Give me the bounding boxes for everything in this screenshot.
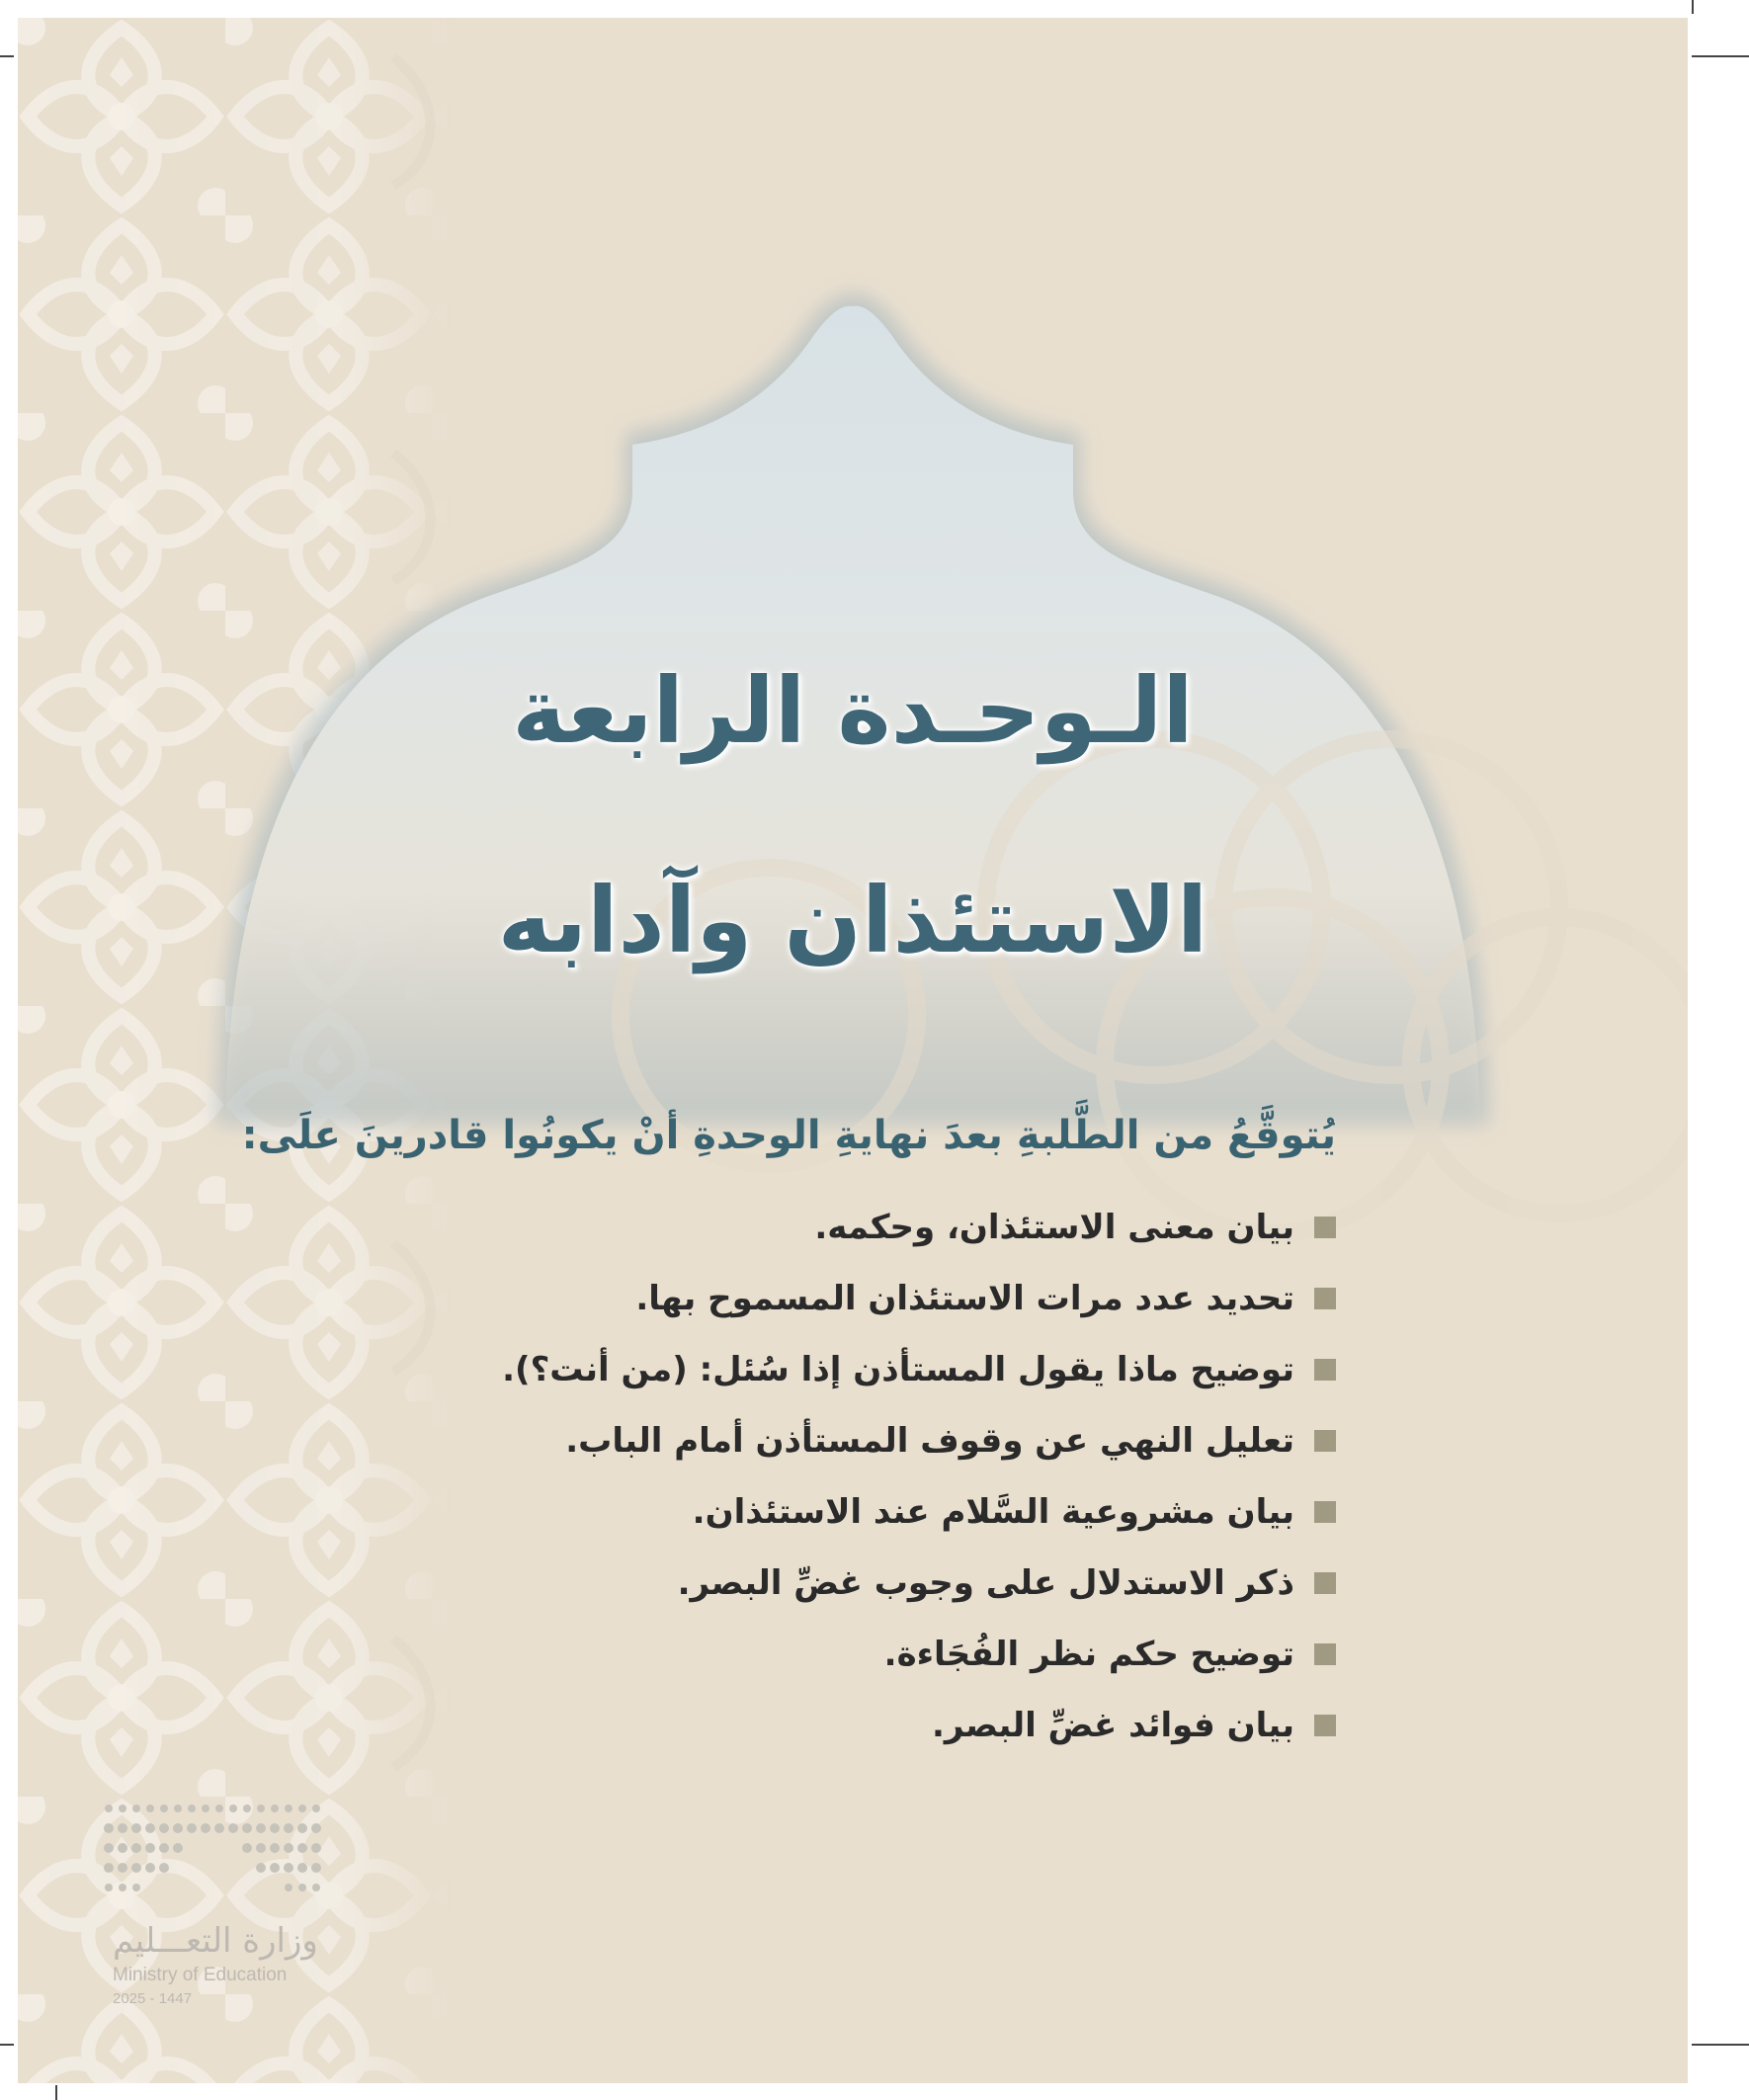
ministry-name-en: Ministry of Education xyxy=(113,1965,288,1985)
objective-item xyxy=(348,1405,1336,1476)
crop-mark xyxy=(0,55,14,57)
square-bullet-icon xyxy=(1314,1501,1336,1523)
unit-number-title: الـوحـدة الرابعة xyxy=(512,658,1194,764)
objectives-list xyxy=(348,1192,1336,1761)
crop-mark xyxy=(1692,2044,1749,2046)
objective-text: بيان فوائد غضِّ البصر. xyxy=(931,1706,1294,1745)
crop-mark xyxy=(1692,55,1749,57)
square-bullet-icon xyxy=(1314,1430,1336,1452)
objective-text: تعليل النهي عن وقوف المستأذن أمام الباب. xyxy=(565,1421,1294,1461)
square-bullet-icon xyxy=(1314,1572,1336,1594)
ministry-logo xyxy=(95,1795,332,2007)
objective-item xyxy=(348,1263,1336,1334)
objective-text: تحديد عدد مرات الاستئذان المسموح بها. xyxy=(635,1279,1294,1318)
square-bullet-icon xyxy=(1314,1359,1336,1381)
square-bullet-icon xyxy=(1314,1643,1336,1665)
crop-mark xyxy=(55,2085,57,2100)
edition-year: 2025 - 1447 xyxy=(113,1990,193,2007)
square-bullet-icon xyxy=(1314,1715,1336,1736)
objective-item xyxy=(348,1192,1336,1263)
objective-item xyxy=(348,1619,1336,1690)
ministry-name-ar: وزارة التعـــليم xyxy=(113,1921,318,1961)
objective-item xyxy=(348,1548,1336,1619)
objective-text: ذكر الاستدلال على وجوب غضِّ البصر. xyxy=(677,1563,1294,1603)
square-bullet-icon xyxy=(1314,1217,1336,1238)
objective-text: توضيح ماذا يقول المستأذن إذا سُئل: (من أنت؟). xyxy=(502,1350,1294,1389)
objective-item xyxy=(348,1690,1336,1761)
ministry-dots-icon xyxy=(95,1795,332,1913)
crop-mark xyxy=(0,2044,14,2046)
objective-text: بيان معنى الاستئذان، وحكمه. xyxy=(814,1208,1294,1247)
square-bullet-icon xyxy=(1314,1288,1336,1309)
objectives-intro: يُتوقَّعُ من الطَّلبةِ بعدَ نهايةِ الوحدةِ أنْ يكونُوا قادرينَ علَى: xyxy=(241,1113,1336,1158)
objective-text: توضيح حكم نظر الفُجَاءة. xyxy=(883,1635,1294,1674)
unit-topic-title: الاستئذان وآدابه xyxy=(497,868,1208,973)
dome-arch-frame xyxy=(18,18,1688,2083)
unit-cover-page xyxy=(18,18,1688,2083)
objective-item xyxy=(348,1334,1336,1405)
objective-text: بيان مشروعية السَّلام عند الاستئذان. xyxy=(692,1492,1294,1532)
crop-mark xyxy=(1692,0,1694,14)
objective-item xyxy=(348,1476,1336,1548)
